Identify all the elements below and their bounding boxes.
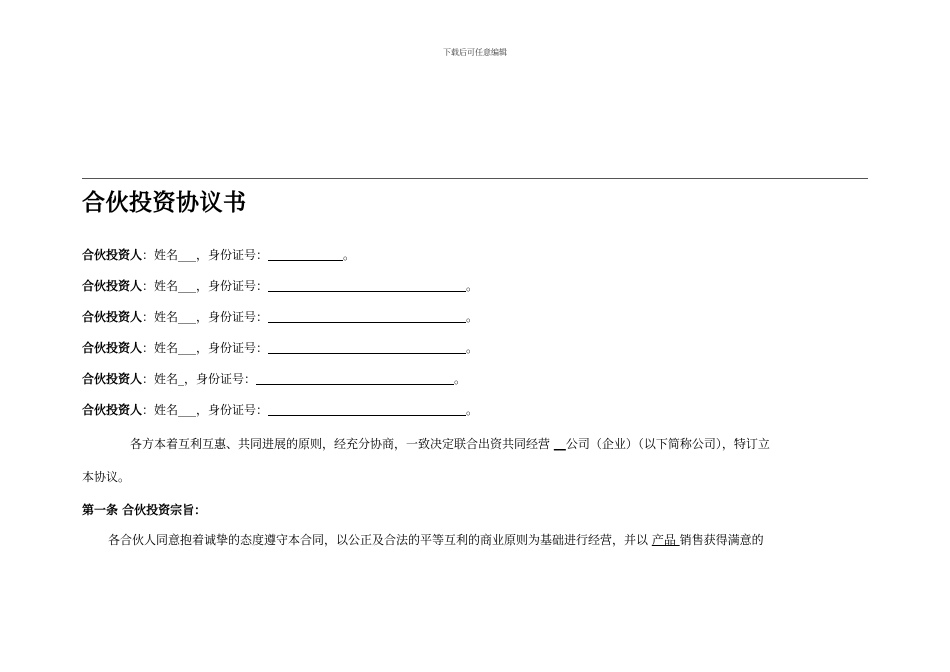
investor-line-2: 合伙投资人：姓名___，身份证号： 。 — [82, 279, 479, 293]
intro-paragraph-line-1: 各方本着互利互惠、共同进展的原则，经充分协商，一致决定联合出资共同经营 __公司（企业）（以下简称公司），特订立 — [130, 437, 770, 451]
name-id-field: 姓名___，身份证号： — [154, 248, 269, 262]
product-field: 产品 — [651, 533, 680, 547]
section-heading: 第一条 合伙投资宗旨： — [82, 503, 207, 517]
company-name-blank: __ — [553, 437, 566, 451]
intro-paragraph-line-2: 本协议。 — [82, 470, 131, 484]
id-blank — [268, 279, 466, 292]
name-id-field: 姓名_，身份证号： — [154, 372, 257, 386]
id-blank — [268, 310, 466, 323]
document-title: 合伙投资协议书 — [82, 190, 247, 216]
investor-line-6: 合伙投资人：姓名___，身份证号： 。 — [82, 403, 479, 417]
name-id-field: 姓名___，身份证号： — [154, 279, 269, 293]
investor-label: 合伙投资人 — [82, 310, 143, 324]
investor-line-3: 合伙投资人：姓名___，身份证号： 。 — [82, 310, 479, 324]
investor-line-4: 合伙投资人：姓名___，身份证号： 。 — [82, 341, 479, 355]
investor-line-5: 合伙投资人：姓名_，身份证号： 。 — [82, 372, 467, 386]
investor-label: 合伙投资人 — [82, 372, 143, 386]
investor-label: 合伙投资人 — [82, 403, 143, 417]
header-note: 下载后可任意编辑 — [443, 48, 507, 57]
name-id-field: 姓名___，身份证号： — [154, 403, 269, 417]
name-id-field: 姓名___，身份证号： — [154, 341, 269, 355]
id-blank — [268, 341, 466, 354]
investor-line-1: 合伙投资人：姓名___，身份证号： 。 — [82, 248, 356, 262]
id-blank — [256, 372, 454, 385]
id-blank — [268, 403, 466, 416]
section-body: 各合伙人同意抱着诚挚的态度遵守本合同，以公正及合法的平等互利的商业原则为基础进行经营，并以 产品 销售获得满意的 — [108, 533, 764, 547]
name-id-field: 姓名___，身份证号： — [154, 310, 269, 324]
investor-label: 合伙投资人 — [82, 341, 143, 355]
id-blank — [268, 248, 343, 261]
investor-label: 合伙投资人 — [82, 279, 143, 293]
investor-label: 合伙投资人 — [82, 248, 143, 262]
top-rule — [82, 178, 868, 179]
